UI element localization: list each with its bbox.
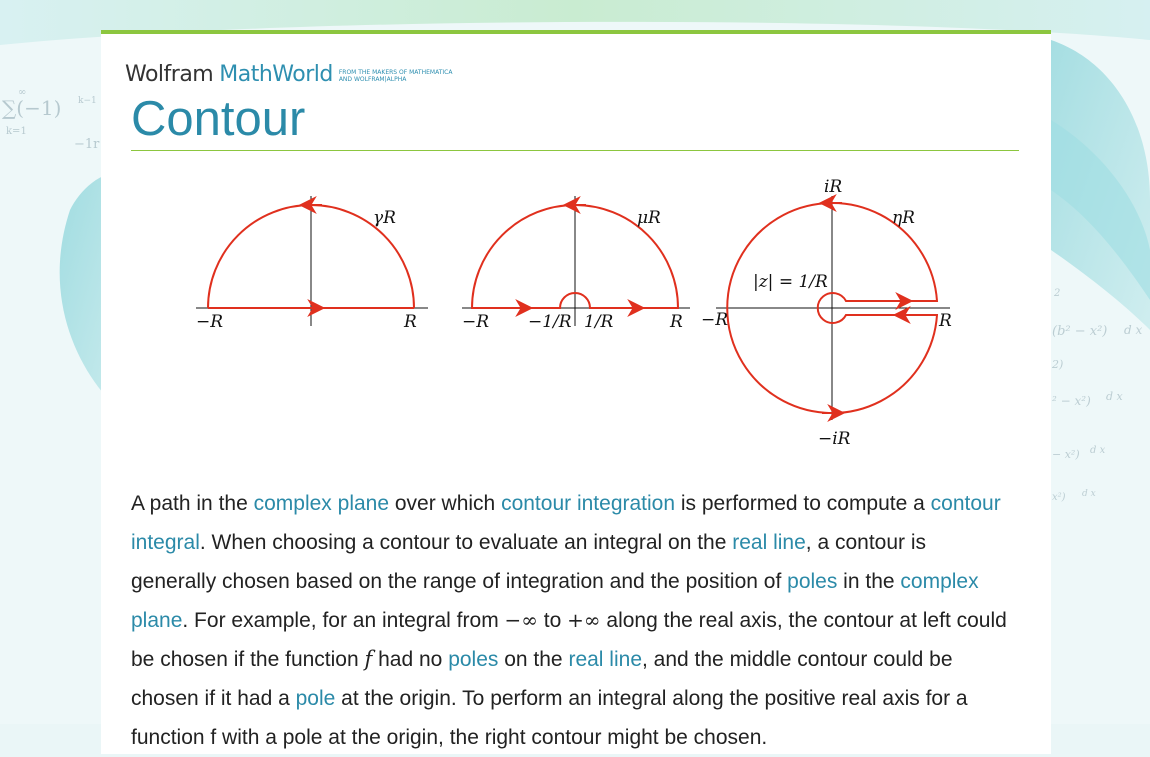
brand-tagline-1: FROM THE MAKERS OF MATHEMATICA: [338, 69, 453, 76]
bg-sum-body: ∑(−1): [2, 96, 62, 120]
link-contour-integral[interactable]: contour integral: [131, 492, 1001, 554]
middle-label-r: R: [670, 312, 683, 332]
link-real-line[interactable]: real line: [732, 531, 806, 554]
right-label-minus-r: −R: [701, 310, 729, 330]
left-label-gamma: γR: [373, 208, 396, 228]
bg-right-frag-6: d x: [1106, 390, 1123, 403]
brand-tagline-2: AND WOLFRAM|ALPHA: [338, 76, 407, 83]
bg-right-frag-4: 2): [1052, 358, 1064, 371]
middle-contour-diagram: [462, 196, 690, 332]
math-plus-infinity: +∞: [567, 608, 601, 632]
bg-frag: −1r: [74, 137, 100, 152]
right-label-minus-ir: −iR: [818, 429, 851, 449]
contour-figure: [101, 34, 1051, 454]
right-label-eta: ηR: [892, 208, 915, 228]
math-minus-infinity: −∞: [504, 608, 538, 632]
middle-label-minus-r: −R: [462, 312, 490, 332]
middle-label-pos-inv: 1/R: [584, 312, 614, 332]
link-pole[interactable]: pole: [295, 687, 336, 710]
bg-right-frag-9: x²): [1052, 492, 1066, 503]
right-contour-diagram: [701, 177, 952, 449]
brand-wolfram: Wolfram: [125, 62, 214, 87]
bg-sum-exp: k−1: [78, 96, 97, 106]
math-f: f: [364, 647, 373, 671]
link-complex-plane-2[interactable]: complex plane: [131, 570, 979, 632]
right-label-ir: iR: [824, 177, 843, 197]
bg-sum-bottom: k=1: [6, 126, 27, 137]
right-label-r: R: [939, 311, 952, 331]
middle-label-neg-inv: −1/R: [528, 312, 572, 332]
middle-label-mu: μR: [637, 208, 661, 228]
bg-right-frag-7: − x²): [1052, 448, 1080, 461]
link-poles[interactable]: poles: [787, 570, 838, 593]
bg-right-frag-1: 2: [1054, 288, 1061, 299]
brand-mathworld: MathWorld: [219, 62, 333, 87]
definition-paragraph: A path in the complex plane over which contour integration is performed to compute a contour integral. When choosing a contour to evaluate an integral on the real line, a contour is generally chosen based on the range of integration and the position of poles in the complex plane. For example, for an integral from −∞ to +∞ along the real axis, the contour at left could be chosen if the function f had no poles on the real line, and the middle contour could be chosen if it had a pole at the origin. To perform an integral along the positive real axis for a function f with a pole at the origin, the right contour might be chosen.: [131, 492, 1007, 749]
bg-right-frag-2: (b² − x²): [1052, 324, 1108, 339]
bg-right-frag-8: d x: [1090, 445, 1106, 456]
bg-sum-top: ∞: [18, 87, 27, 98]
link-complex-plane[interactable]: complex plane: [253, 492, 390, 515]
left-label-minus-r: −R: [196, 312, 224, 332]
link-real-line-2[interactable]: real line: [568, 648, 642, 671]
link-contour-integration[interactable]: contour integration: [501, 492, 676, 515]
bg-right-frag-5: ² − x²): [1052, 394, 1091, 408]
left-label-r: R: [404, 312, 417, 332]
bg-right-frag-10: d x: [1082, 489, 1096, 499]
content-card: [101, 30, 1051, 754]
right-label-modz: |z| = 1/R: [753, 272, 828, 292]
link-poles-2[interactable]: poles: [448, 648, 499, 671]
bg-right-frag-3: d x: [1124, 323, 1143, 337]
page-title: Contour: [131, 92, 306, 146]
left-contour-diagram: [196, 196, 428, 332]
